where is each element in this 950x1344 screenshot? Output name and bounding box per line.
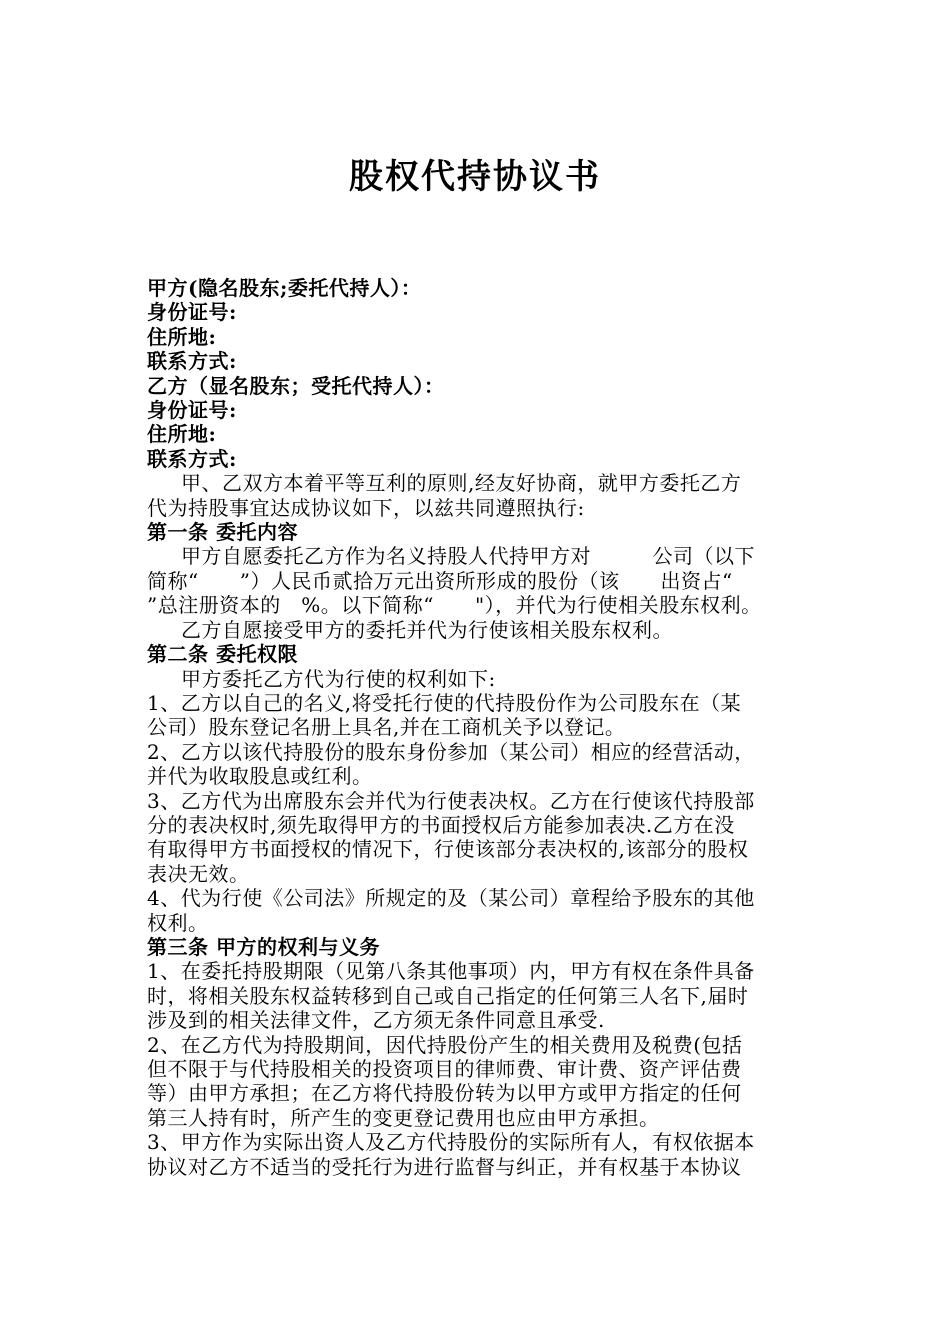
- paragraph-line: 甲方委托乙方代为行使的权利如下:: [181, 666, 496, 691]
- paragraph-line: 第三人持有时，所产生的变更登记费用也应由甲方承担。: [147, 1105, 660, 1130]
- section-heading-line: 身份证号:: [147, 300, 237, 325]
- section-heading-line: 联系方式:: [147, 349, 237, 374]
- paragraph-line: 简称“ ”）人民币贰拾万元出资所形成的股份（该 出资占“: [147, 568, 733, 593]
- section-heading-line: 身份证号:: [147, 398, 237, 423]
- paragraph-line: 权利。: [147, 910, 209, 935]
- paragraph-line: 等）由甲方承担；在乙方将代持股份转为以甲方或甲方指定的任何: [147, 1081, 742, 1106]
- paragraph-line: 但不限于与代持股相关的投资项目的律师费、审计费、资产评估费: [147, 1057, 742, 1081]
- paragraph-line: 有取得甲方书面授权的情况下，行使该部分表决权的,该部分的股权: [147, 837, 749, 862]
- paragraph-line: 3、甲方作为实际出资人及乙方代持股份的实际所有人，有权依据本: [147, 1130, 755, 1155]
- paragraph-line: 并代为收取股息或红利。: [147, 764, 373, 789]
- paragraph-line: 1、在委托持股期限（见第八条其他事项）内，甲方有权在条件具备: [147, 959, 755, 984]
- section-heading-line: 住所地:: [147, 422, 217, 447]
- paragraph-line: 甲、乙双方本着平等互利的原则,经友好协商，就甲方委托乙方: [181, 471, 742, 496]
- section-heading-line: 联系方式:: [147, 446, 237, 471]
- section-heading-line: 第二条 委托权限: [147, 642, 298, 667]
- paragraph-line: 表决无效。: [147, 861, 250, 886]
- paragraph-line: 2、在乙方代为持股期间，因代持股份产生的相关费用及税费(包括: [147, 1032, 743, 1057]
- paragraph-line: 2、乙方以该代持股份的股东身份参加（某公司）相应的经营活动，: [147, 739, 755, 764]
- paragraph-line: 4、代为行使《公司法》所规定的及（某公司）章程给予股东的其他: [147, 886, 755, 911]
- section-heading-line: 住所地:: [147, 324, 217, 349]
- document-title: 股权代持协议书: [349, 157, 601, 197]
- section-heading-line: 乙方（显名股东；受托代持人）：: [147, 373, 445, 398]
- paragraph-line: ”总注册资本的 %。以下简称“ "），并代为行使相关股东权利。: [147, 593, 762, 618]
- paragraph-line: 时，将相关股东权益转移到自己或自己指定的任何第三人名下,届时: [147, 983, 749, 1008]
- paragraph-line: 涉及到的相关法律文件，乙方须无条件同意且承受.: [147, 1008, 605, 1033]
- section-heading-line: 甲方(隐名股东;委托代持人）：: [147, 276, 422, 300]
- paragraph-line: 分的表决权时,须先取得甲方的书面授权后方能参加表决.乙方在没: [147, 812, 735, 837]
- paragraph-line: 甲方自愿委托乙方作为名义持股人代持甲方对 公司（以下: [181, 544, 755, 569]
- section-heading-line: 第三条 甲方的权利与义务: [147, 934, 380, 959]
- document-body: [147, 276, 819, 1179]
- paragraph-line: 协议对乙方不适当的受托行为进行监督与纠正，并有权基于本协议: [147, 1154, 742, 1179]
- section-heading-line: 第一条 委托内容: [147, 520, 298, 545]
- paragraph-line: 1、乙方以自己的名义,将受托行使的代持股份作为公司股东在（某: [147, 690, 742, 715]
- paragraph-line: 公司）股东登记名册上具名,并在工商机关予以登记。: [147, 715, 626, 740]
- paragraph-line: 代为持股事宜达成协议如下，以兹共同遵照执行:: [147, 495, 585, 520]
- paragraph-line: 3、乙方代为出席股东会并代为行使表决权。乙方在行使该代持股部: [147, 788, 755, 813]
- paragraph-line: 乙方自愿接受甲方的委托并代为行使该相关股东权利。: [181, 617, 673, 642]
